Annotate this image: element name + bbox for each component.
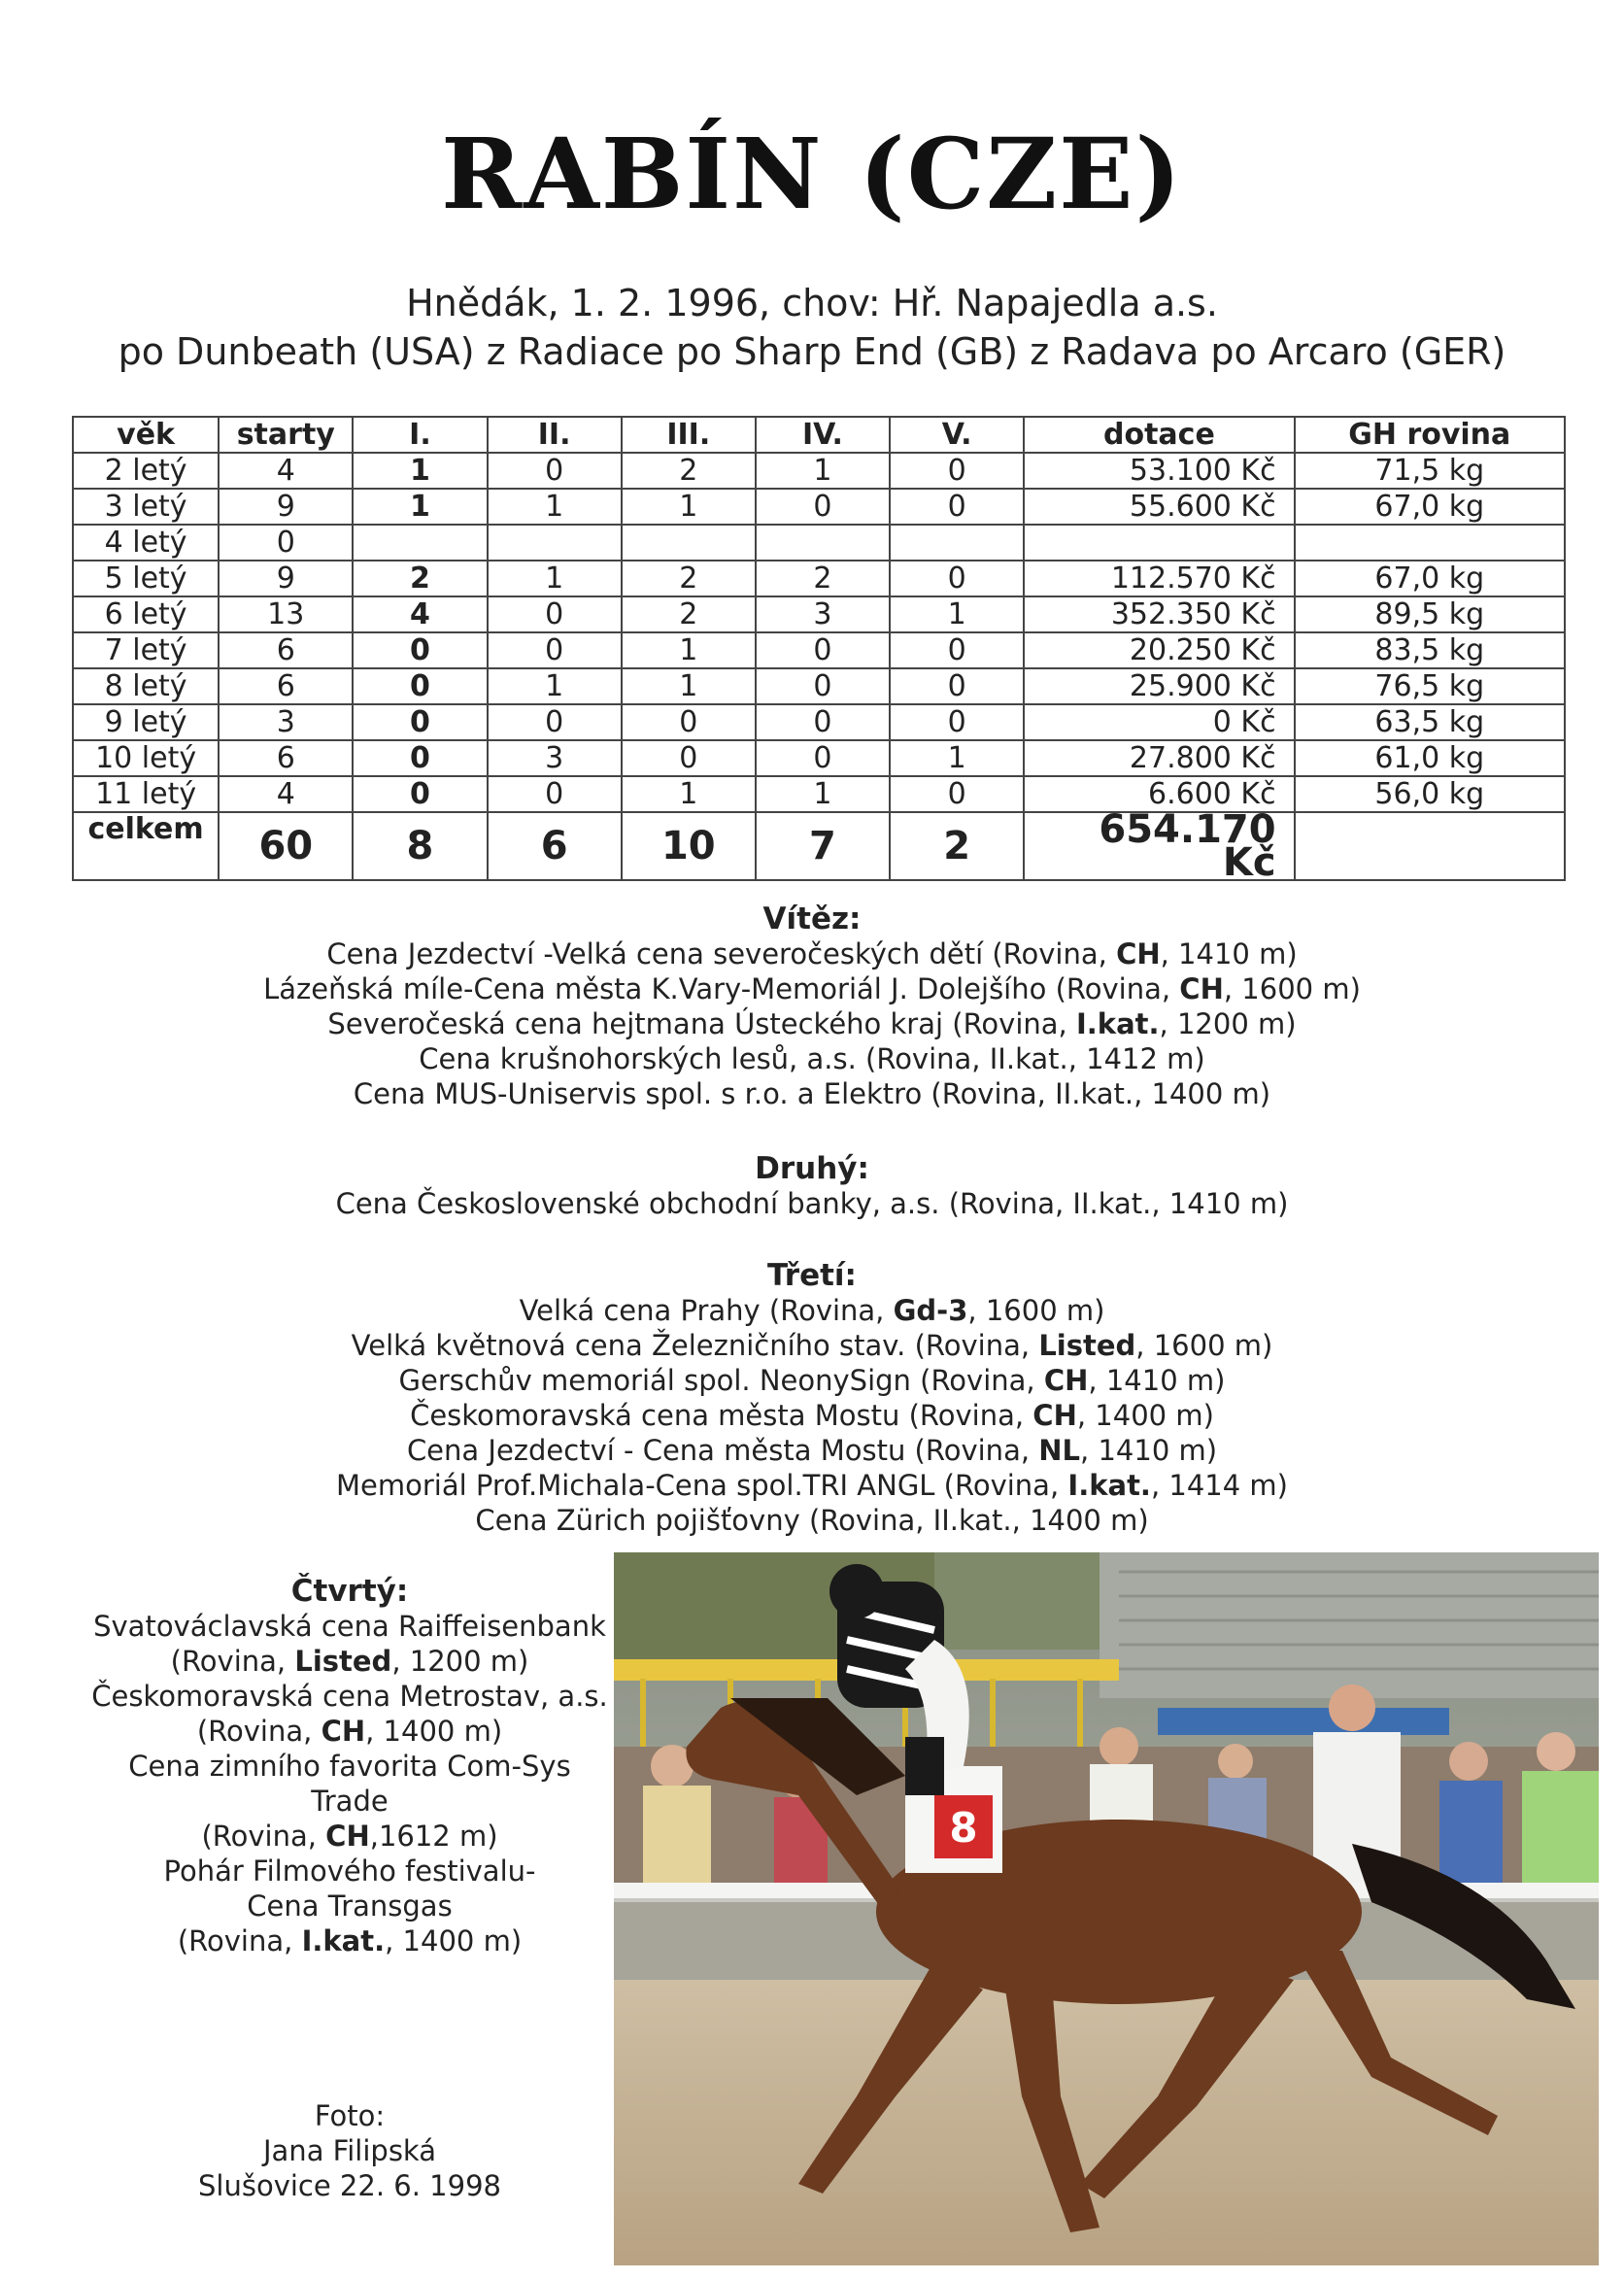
table-cell: 112.570 Kč: [1024, 561, 1294, 596]
table-cell: [622, 525, 756, 561]
col-header-third: III.: [622, 417, 756, 453]
race-line: [0, 1503, 1624, 1538]
race-line: [0, 1398, 1624, 1433]
race-category: Listed: [1038, 1329, 1136, 1362]
race-category: Listed: [294, 1645, 392, 1678]
photo-credit-label: Foto:: [314, 2099, 386, 2132]
table-row: [73, 740, 1565, 776]
race-category: CH: [1032, 1399, 1077, 1432]
table-cell: 0: [890, 453, 1024, 489]
table-cell: 13: [219, 596, 353, 632]
race-line: [87, 1923, 612, 1958]
photo-credit-author: Jana Filipská: [262, 2134, 436, 2167]
table-cell: 6.600 Kč: [1024, 776, 1294, 812]
table-cell: 1: [890, 596, 1024, 632]
race-line: [87, 1889, 612, 1923]
page-title: RABÍN (CZE): [441, 117, 1183, 231]
race-line: [0, 1363, 1624, 1398]
table-total-cell: 2: [890, 812, 1024, 880]
race-text: Cena MUS-Uniservis spol. s r.o. a Elektro (Rovina, II.kat., 1400 m): [353, 1077, 1271, 1110]
race-line: [0, 971, 1624, 1006]
table-header-row: [73, 417, 1565, 453]
table-cell: 9 letý: [73, 704, 219, 740]
table-cell: 25.900 Kč: [1024, 668, 1294, 704]
race-category: I.kat.: [301, 1924, 386, 1957]
table-cell: 6: [219, 668, 353, 704]
race-text: Memoriál Prof.Michala-Cena spol.TRI ANGL (Rovina,: [336, 1469, 1068, 1502]
table-cell: 0: [756, 632, 890, 668]
table-cell: 76,5 kg: [1295, 668, 1565, 704]
table-cell: 2: [353, 561, 487, 596]
race-category: CH: [1179, 972, 1224, 1005]
table-cell: 1: [622, 489, 756, 525]
race-category: Gd-3: [893, 1294, 968, 1327]
col-header-age: věk: [73, 417, 219, 453]
table-cell: 10 letý: [73, 740, 219, 776]
table-row: [73, 776, 1565, 812]
table-row: [73, 525, 1565, 561]
table-cell: 0: [890, 632, 1024, 668]
race-text: Cena Jezdectví - Cena města Mostu (Rovina,: [406, 1434, 1039, 1467]
race-distance: , 1410 m): [1088, 1364, 1226, 1397]
table-cell: 0: [622, 740, 756, 776]
table-cell: 0: [756, 489, 890, 525]
race-category: NL: [1038, 1434, 1081, 1467]
table-cell: 27.800 Kč: [1024, 740, 1294, 776]
third-place-heading: Třetí:: [767, 1258, 857, 1293]
saddlecloth-number: 8: [949, 1804, 978, 1852]
table-cell: [1024, 525, 1294, 561]
table-cell: [488, 525, 622, 561]
table-cell: 1: [353, 453, 487, 489]
table-cell: 1: [756, 776, 890, 812]
table-cell: 0: [890, 489, 1024, 525]
race-text: Cena Československé obchodní banky, a.s. (Rovina, II.kat., 1410 m): [335, 1187, 1289, 1220]
table-cell: 0: [488, 596, 622, 632]
table-row: [73, 596, 1565, 632]
race-line: [87, 1644, 612, 1679]
race-category: CH: [325, 1820, 370, 1853]
table-cell: 0: [488, 453, 622, 489]
table-cell: 0: [890, 704, 1024, 740]
table-cell: 0: [756, 668, 890, 704]
table-cell: 1: [756, 453, 890, 489]
race-category: I.kat.: [1067, 1469, 1151, 1502]
table-cell: 0: [353, 704, 487, 740]
race-line: [0, 1076, 1624, 1111]
race-line: [0, 1041, 1624, 1076]
table-cell: 55.600 Kč: [1024, 489, 1294, 525]
table-cell: 0: [756, 704, 890, 740]
table-cell: 1: [622, 668, 756, 704]
photo-credit: [146, 2098, 554, 2203]
table-cell: 7 letý: [73, 632, 219, 668]
table-cell: 9: [219, 489, 353, 525]
race-text: Pohár Filmového festivalu-: [163, 1855, 536, 1888]
table-total-cell: 654.170 Kč: [1024, 812, 1294, 880]
table-cell: 83,5 kg: [1295, 632, 1565, 668]
table-cell: 4: [353, 596, 487, 632]
race-text: (Rovina,: [177, 1924, 302, 1957]
table-cell: 0: [890, 776, 1024, 812]
race-line: [0, 1293, 1624, 1328]
race-distance: , 1410 m): [1080, 1434, 1218, 1467]
horse-description: Hnědák, 1. 2. 1996, chov: Hř. Napajedla a.s.: [406, 282, 1218, 324]
race-line: [87, 1679, 612, 1714]
table-cell: 0: [488, 632, 622, 668]
table-cell: 352.350 Kč: [1024, 596, 1294, 632]
table-cell: 1: [622, 776, 756, 812]
table-cell: 0: [353, 668, 487, 704]
race-text: Cena Zürich pojišťovny (Rovina, II.kat., 1400 m): [475, 1504, 1149, 1537]
table-cell: 4: [219, 453, 353, 489]
table-cell: 63,5 kg: [1295, 704, 1565, 740]
race-text: (Rovina,: [196, 1715, 321, 1748]
race-line: [0, 1433, 1624, 1468]
race-category: CH: [1116, 937, 1161, 970]
photo-credit-place-date: Slušovice 22. 6. 1998: [198, 2169, 501, 2202]
table-row: [73, 632, 1565, 668]
race-distance: , 1200 m): [1159, 1007, 1297, 1040]
race-distance: , 1600 m): [967, 1294, 1105, 1327]
col-header-prize-money: dotace: [1024, 417, 1294, 453]
table-cell: 0: [890, 668, 1024, 704]
race-text: (Rovina,: [201, 1820, 326, 1853]
race-distance: , 1200 m): [391, 1645, 529, 1678]
race-line: [87, 1609, 612, 1644]
table-cell: 5 letý: [73, 561, 219, 596]
race-line: [0, 1186, 1624, 1221]
table-cell: 3: [488, 740, 622, 776]
race-category: I.kat.: [1075, 1007, 1160, 1040]
table-total-cell: 7: [756, 812, 890, 880]
table-cell: [1295, 525, 1565, 561]
table-cell: 1: [488, 561, 622, 596]
race-distance: , 1400 m): [1076, 1399, 1214, 1432]
race-text: Velká květnová cena Železničního stav. (Rovina,: [351, 1329, 1039, 1362]
table-cell: 2: [756, 561, 890, 596]
second-place-heading: Druhý:: [755, 1151, 869, 1186]
table-cell: 2 letý: [73, 453, 219, 489]
table-cell: 9: [219, 561, 353, 596]
table-cell: 2: [622, 561, 756, 596]
table-cell: 0: [890, 561, 1024, 596]
table-total-cell: 6: [488, 812, 622, 880]
table-cell: 8 letý: [73, 668, 219, 704]
race-text: Lázeňská míle-Cena města K.Vary-Memoriál J. Dolejšího (Rovina,: [263, 972, 1180, 1005]
table-cell: 6 letý: [73, 596, 219, 632]
race-distance: ,1612 m): [369, 1820, 498, 1853]
table-cell: 0: [488, 704, 622, 740]
table-row: [73, 453, 1565, 489]
winner-section: [0, 902, 1624, 1111]
race-distance: , 1600 m): [1135, 1329, 1273, 1362]
table-cell: 4 letý: [73, 525, 219, 561]
table-row: [73, 704, 1565, 740]
table-cell: 6: [219, 632, 353, 668]
race-line: [0, 1006, 1624, 1041]
table-total-cell: [1295, 812, 1565, 880]
race-text: Cena Jezdectví -Velká cena severočeských dětí (Rovina,: [326, 937, 1117, 970]
race-text: (Rovina,: [170, 1645, 295, 1678]
table-cell: 4: [219, 776, 353, 812]
race-line: [0, 936, 1624, 971]
table-cell: 61,0 kg: [1295, 740, 1565, 776]
race-text: Cena krušnohorských lesů, a.s. (Rovina, II.kat., 1412 m): [419, 1042, 1205, 1075]
race-distance: , 1400 m): [385, 1924, 523, 1957]
second-place-section: [0, 1151, 1624, 1221]
col-header-fourth: IV.: [756, 417, 890, 453]
race-text: Velká cena Prahy (Rovina,: [519, 1294, 894, 1327]
race-distance: , 1410 m): [1160, 937, 1298, 970]
table-cell: 6: [219, 740, 353, 776]
table-cell: 1: [488, 489, 622, 525]
table-cell: 0: [353, 632, 487, 668]
col-header-second: II.: [488, 417, 622, 453]
fourth-place-section: [87, 1574, 612, 1958]
table-cell: 1: [488, 668, 622, 704]
table-cell: 67,0 kg: [1295, 561, 1565, 596]
race-distance: , 1600 m): [1223, 972, 1361, 1005]
table-cell: 20.250 Kč: [1024, 632, 1294, 668]
table-cell: 3: [756, 596, 890, 632]
race-category: CH: [321, 1715, 366, 1748]
table-cell: [890, 525, 1024, 561]
race-line: [87, 1714, 612, 1749]
col-header-starts: starty: [219, 417, 353, 453]
table-row: [73, 489, 1565, 525]
table-total-row: [73, 812, 1565, 880]
race-statistics-table: [72, 416, 1566, 885]
race-text: Českomoravská cena Metrostav, a.s.: [91, 1680, 608, 1713]
table-cell: 2: [622, 596, 756, 632]
table-cell: 67,0 kg: [1295, 489, 1565, 525]
table-cell: 2: [622, 453, 756, 489]
race-text: Gerschův memoriál spol. NeonySign (Rovina,: [398, 1364, 1044, 1397]
table-cell: 1: [622, 632, 756, 668]
table-cell: 1: [890, 740, 1024, 776]
table-cell: [353, 525, 487, 561]
table-cell: 89,5 kg: [1295, 596, 1565, 632]
race-distance: , 1414 m): [1150, 1469, 1288, 1502]
table-row: [73, 561, 1565, 596]
race-text: Cena zimního favorita Com-Sys Trade: [128, 1750, 571, 1818]
col-header-first: I.: [353, 417, 487, 453]
table-total-cell: 8: [353, 812, 487, 880]
pedigree-line: po Dunbeath (USA) z Radiace po Sharp End (GB) z Radava po Arcaro (GER): [118, 330, 1506, 373]
race-category: CH: [1043, 1364, 1089, 1397]
table-cell: 0: [756, 740, 890, 776]
table-cell: 71,5 kg: [1295, 453, 1565, 489]
table-cell: 0: [488, 776, 622, 812]
table-total-cell: 60: [219, 812, 353, 880]
col-header-handicap: GH rovina: [1295, 417, 1565, 453]
race-text: Českomoravská cena města Mostu (Rovina,: [410, 1399, 1033, 1432]
table-total-cell: celkem: [73, 812, 219, 880]
table-cell: 3 letý: [73, 489, 219, 525]
race-text: Severočeská cena hejtmana Ústeckého kraj (Rovina,: [327, 1007, 1076, 1040]
table-total-cell: 10: [622, 812, 756, 880]
table-cell: 0: [353, 776, 487, 812]
race-line: [0, 1328, 1624, 1363]
race-line: [87, 1749, 612, 1819]
winner-heading: Vítěz:: [762, 902, 862, 936]
race-distance: , 1400 m): [365, 1715, 503, 1748]
race-line: [0, 1468, 1624, 1503]
fourth-place-heading: Čtvrtý:: [290, 1574, 409, 1609]
race-line: [87, 1819, 612, 1854]
table-cell: [756, 525, 890, 561]
table-cell: 0: [622, 704, 756, 740]
table-cell: 1: [353, 489, 487, 525]
third-place-section: [0, 1258, 1624, 1538]
race-line: [87, 1854, 612, 1889]
table-cell: 3: [219, 704, 353, 740]
racehorse-photo: [614, 1552, 1599, 2265]
race-text: Svatováclavská cena Raiffeisenbank: [93, 1610, 606, 1643]
col-header-fifth: V.: [890, 417, 1024, 453]
table-cell: 53.100 Kč: [1024, 453, 1294, 489]
table-cell: 0: [219, 525, 353, 561]
race-text: Cena Transgas: [247, 1889, 453, 1923]
table-cell: 0 Kč: [1024, 704, 1294, 740]
table-cell: 11 letý: [73, 776, 219, 812]
table-cell: 56,0 kg: [1295, 776, 1565, 812]
table-cell: 0: [353, 740, 487, 776]
table-row: [73, 668, 1565, 704]
